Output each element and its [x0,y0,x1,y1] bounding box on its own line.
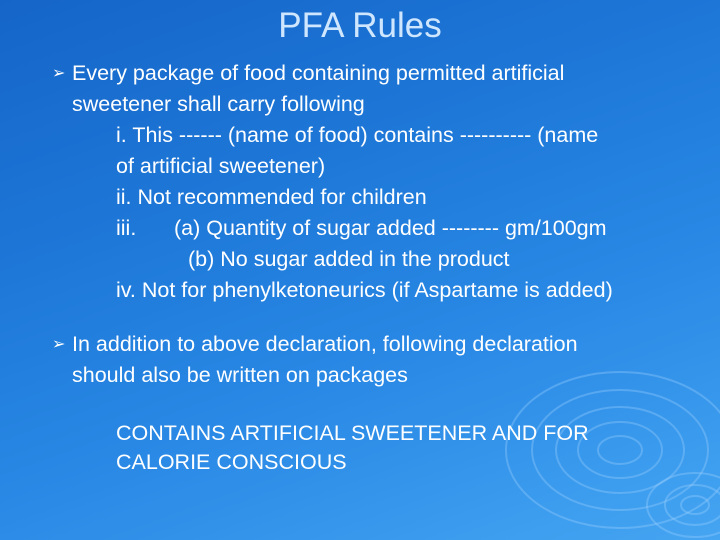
rule-i-line: i. This ------ (name of food) contains ---------- (name [116,123,599,147]
declaration-line: CONTAINS ARTIFICIAL SWEETENER AND FOR [116,421,589,445]
bullet-1-line: Every package of food containing permitted artificial [72,61,565,85]
bullet-2-line: should also be written on packages [72,363,408,387]
bullet-2-line: In addition to above declaration, following declaration [72,332,578,356]
rule-iii-line [72,213,702,244]
slide-title: PFA Rules [278,6,442,45]
rule-ii-line: ii. Not recommended for children [116,185,427,209]
rule-iii-a-text: (a) Quantity of sugar added -------- gm/100gm [174,216,607,240]
rule-iii-b-line: (b) No sugar added in the product [188,247,510,271]
bullet-arrow-icon: ➢ [52,336,66,353]
declaration-text [116,419,696,477]
bullet-block-2 [72,329,702,391]
rule-iii-number: iii. [116,216,137,240]
rule-iv-line: iv. Not for phenylketoneurics (if Aspartame is added) [116,278,613,302]
rule-i-continuation: of artificial sweetener) [116,154,326,178]
bullet-arrow-icon: ➢ [52,65,66,82]
declaration-line: CALORIE CONSCIOUS [116,450,347,474]
bullet-block-1 [72,58,702,306]
bullet-1-line: sweetener shall carry following [72,92,365,116]
